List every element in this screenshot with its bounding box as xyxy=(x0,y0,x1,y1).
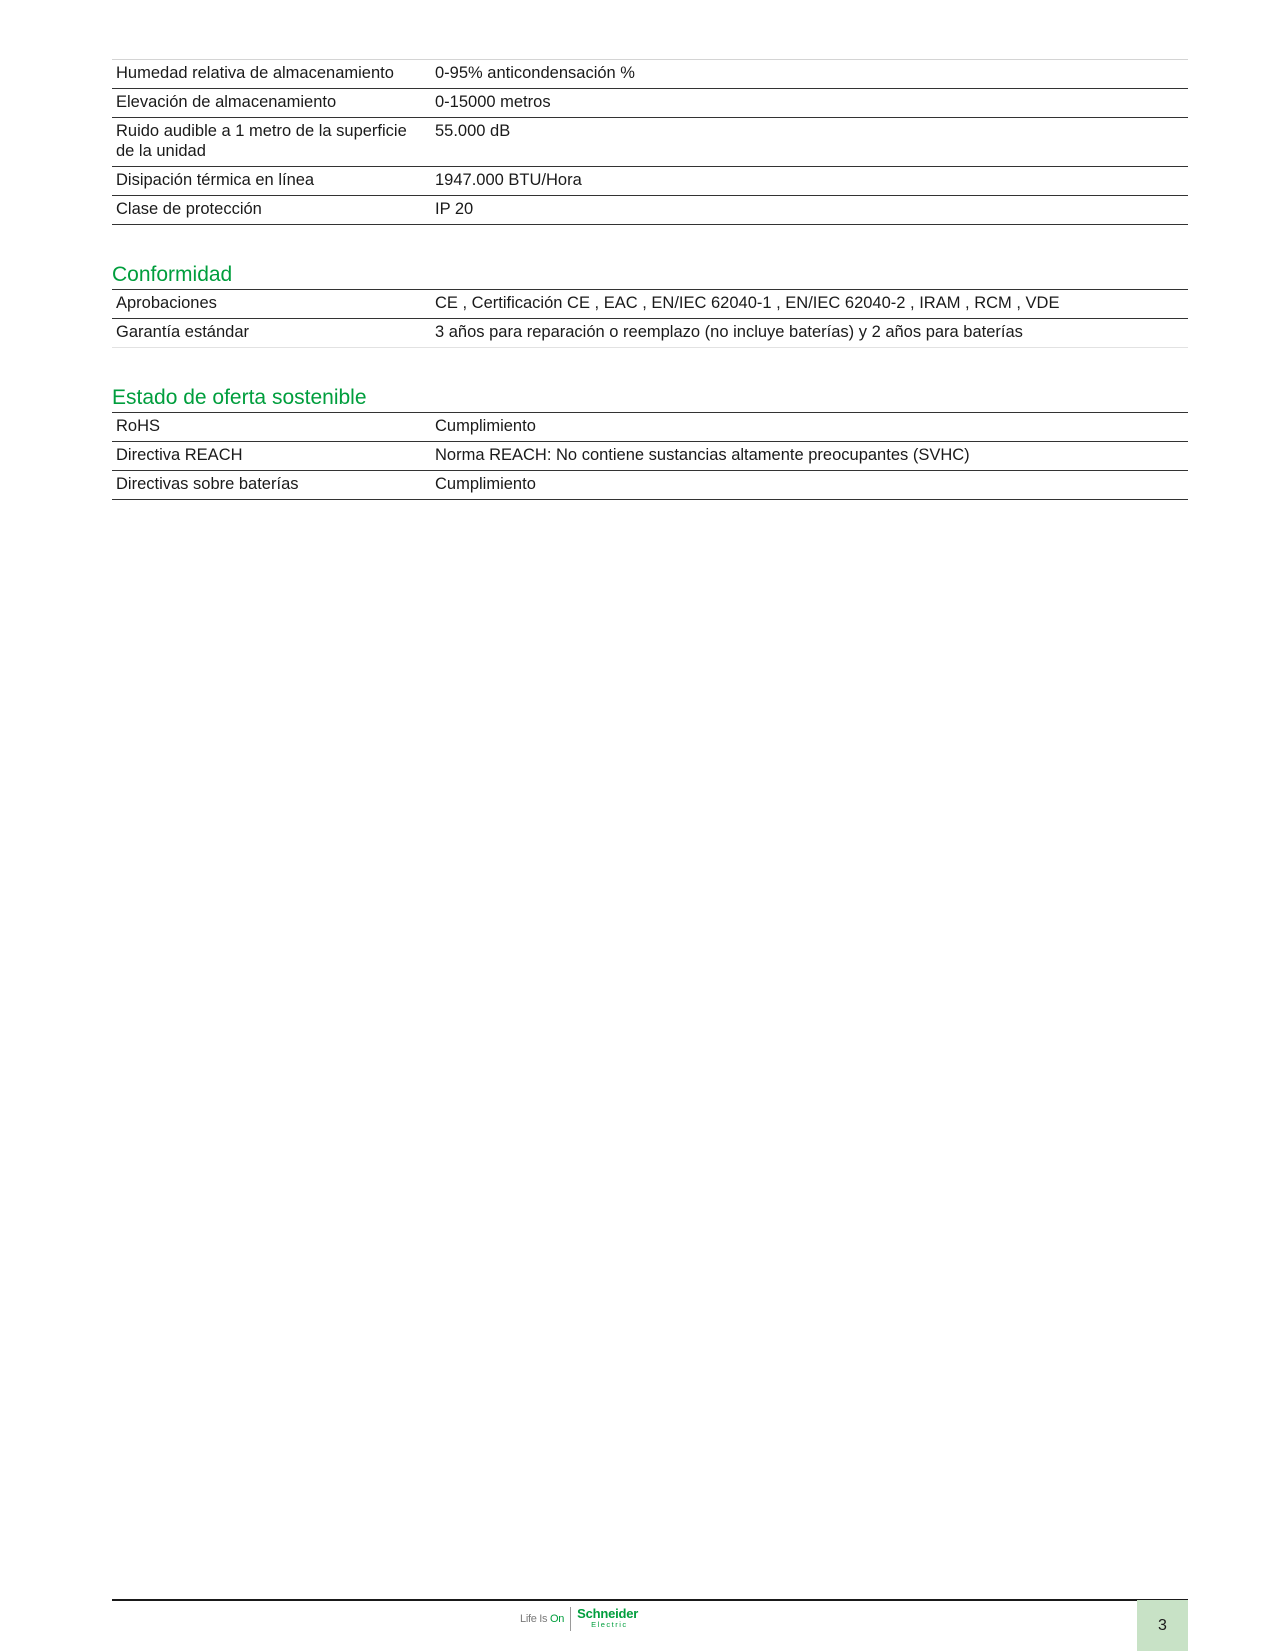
table-row xyxy=(112,471,1188,500)
page-number: 3 xyxy=(1137,1600,1188,1651)
spec-label: Directiva REACH xyxy=(116,446,243,464)
logo-tagline xyxy=(520,1613,570,1625)
tagline-prefix: Life Is xyxy=(520,1613,551,1625)
table-row xyxy=(112,319,1188,348)
sustainable-table xyxy=(112,412,1188,500)
table-row xyxy=(112,118,1188,167)
spec-content xyxy=(112,59,1188,500)
spec-label: Garantía estándar xyxy=(116,323,249,341)
logo-separator xyxy=(570,1607,571,1631)
logo-brand xyxy=(577,1608,638,1630)
table-row xyxy=(112,442,1188,471)
spec-label: Aprobaciones xyxy=(116,294,217,312)
specs-table xyxy=(112,59,1188,225)
spec-label: Humedad relativa de almacenamiento xyxy=(116,64,394,82)
spec-value: Cumplimiento xyxy=(435,475,536,493)
footer-divider xyxy=(112,1599,1188,1601)
tagline-on: On xyxy=(550,1613,565,1625)
spec-value: 55.000 dB xyxy=(435,122,511,140)
table-row xyxy=(112,196,1188,225)
spec-value: CE , Certificación CE , EAC , EN/IEC 62040-1 , EN/IEC 62040-2 , IRAM , RCM , VDE xyxy=(435,294,1060,312)
spec-value: 0-15000 metros xyxy=(435,93,551,111)
spec-label: Ruido audible a 1 metro de la superficie de la unidad xyxy=(116,122,407,160)
spec-value: 3 años para reparación o reemplazo (no incluye baterías) y 2 años para baterías xyxy=(435,323,1023,341)
spec-label: Clase de protección xyxy=(116,200,262,218)
table-row xyxy=(112,60,1188,89)
spec-value: 0-95% anticondensación % xyxy=(435,64,635,82)
spec-label: RoHS xyxy=(116,417,161,435)
section-title: Estado de oferta sostenible xyxy=(112,386,367,409)
spec-value: Cumplimiento xyxy=(435,417,536,435)
spec-label: Disipación térmica en línea xyxy=(116,171,315,189)
conformity-section xyxy=(112,263,1188,348)
brand-subtitle: Electric xyxy=(591,1620,628,1629)
table-row xyxy=(112,89,1188,118)
spec-label: Elevación de almacenamiento xyxy=(116,93,337,111)
spec-value: Norma REACH: No contiene sustancias altamente preocupantes (SVHC) xyxy=(435,446,970,464)
sustainable-section xyxy=(112,386,1188,500)
table-row xyxy=(112,413,1188,442)
spec-value: IP 20 xyxy=(435,200,474,218)
schneider-logo xyxy=(520,1606,638,1632)
conformity-table xyxy=(112,289,1188,348)
spec-value: 1947.000 BTU/Hora xyxy=(435,171,582,189)
table-row xyxy=(112,290,1188,319)
spec-label: Directivas sobre baterías xyxy=(116,475,299,493)
section-title: Conformidad xyxy=(112,263,233,286)
brand-name: Schneider xyxy=(577,1606,639,1621)
table-row xyxy=(112,167,1188,196)
